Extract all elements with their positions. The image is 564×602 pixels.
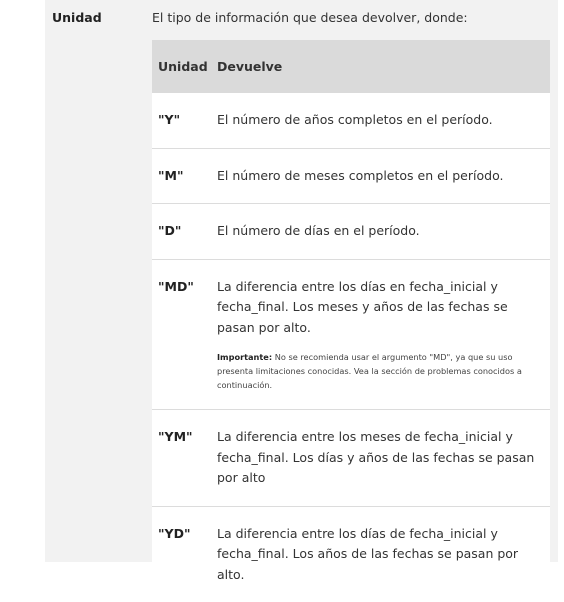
note-label: Importante:	[217, 352, 272, 362]
unit-code: "Y"	[158, 112, 180, 127]
unit-description: La diferencia entre los días de fecha_inicial y fecha_final. Los años de las fechas se pasan por alto.	[217, 507, 535, 602]
unit-code: "M"	[158, 168, 183, 183]
important-note	[217, 350, 535, 392]
unit-description: El número de días en el período.	[217, 204, 535, 259]
table-row-y	[152, 93, 550, 149]
table-header	[152, 40, 550, 93]
unit-code: "MD"	[158, 279, 194, 294]
unit-description: El número de meses completos en el período.	[217, 149, 535, 204]
header-devuelve: Devuelve	[217, 59, 282, 74]
unit-code: "YD"	[158, 526, 190, 541]
table-row-m	[152, 149, 550, 205]
parameter-description: El tipo de información que desea devolver, donde:	[152, 10, 468, 25]
unit-description-block	[217, 260, 535, 410]
table-row-md	[152, 260, 550, 411]
table-row-d	[152, 204, 550, 260]
unit-table	[152, 40, 550, 602]
table-row-ym	[152, 410, 550, 507]
unit-code: "YM"	[158, 429, 193, 444]
table-row-yd	[152, 507, 550, 602]
parameter-name: Unidad	[52, 10, 102, 25]
unit-code: "D"	[158, 223, 181, 238]
header-unidad: Unidad	[158, 59, 208, 74]
unit-description: La diferencia entre los días en fecha_inicial y fecha_final. Los meses y años de las fechas se pasan por alto.	[217, 277, 535, 339]
unit-description: El número de años completos en el período.	[217, 93, 535, 148]
unit-description: La diferencia entre los meses de fecha_inicial y fecha_final. Los días y años de las fechas se pasan por alto	[217, 410, 535, 506]
note-text: No se recomienda usar el argumento "MD", ya que su uso presenta limitaciones conocidas. Vea la sección de problemas conocidos a continuación.	[217, 352, 522, 390]
